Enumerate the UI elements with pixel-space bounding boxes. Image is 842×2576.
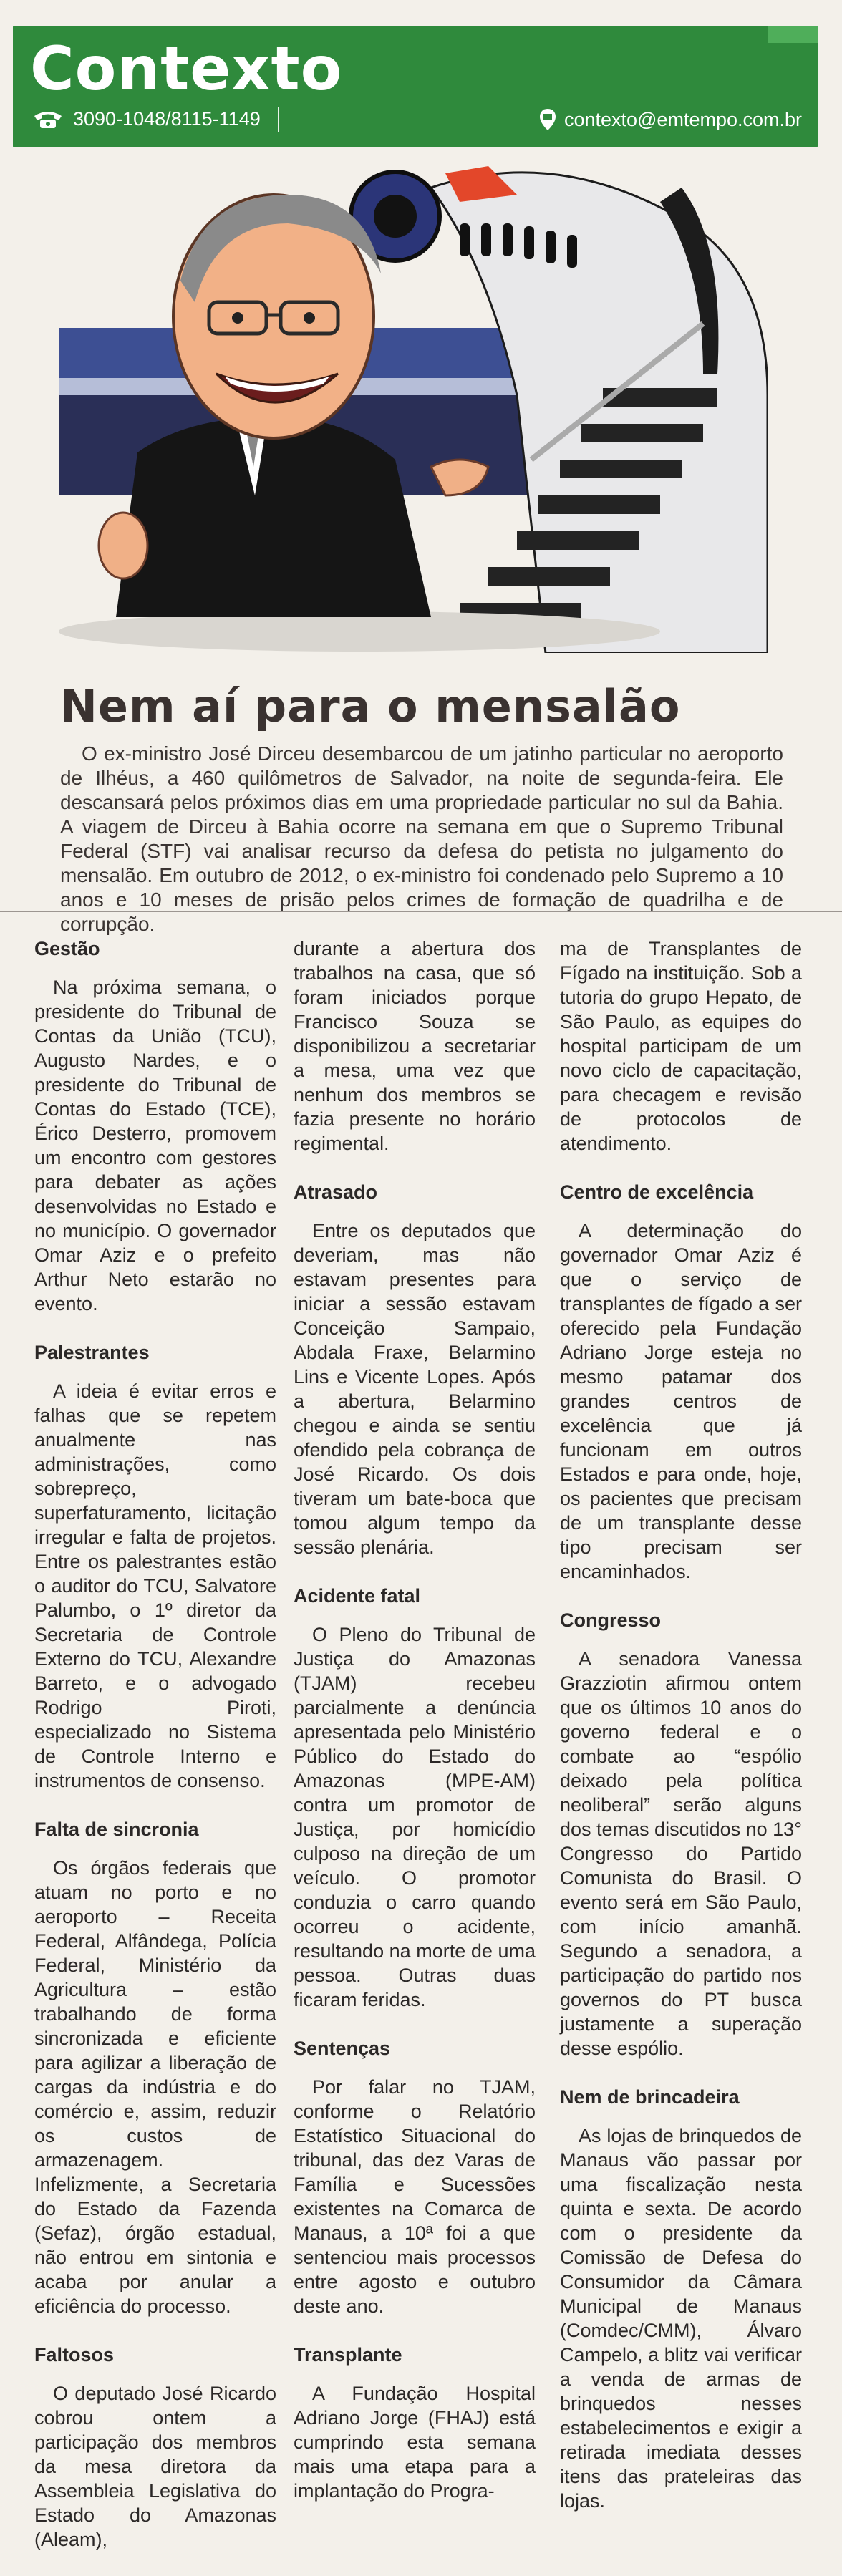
section-divider: [0, 911, 842, 912]
headline: Nem aí para o mensalão: [60, 680, 681, 732]
jet-engine-core: [374, 195, 417, 238]
paragraph-acidente-fatal: O Pleno do Tribunal de Justiça do Amazonas (TJAM) recebeu parcialmente a denúncia apresentada pelo Ministério Público do Estado do Amazonas (MPE-AM) contra um promotor de Justiça, por homicídio culposo na direção de um veículo. O promotor conduzia o carro quando ocorreu o acidente, resultando na morte de uma pessoa. Outras duas ficaram feridas.: [294, 1624, 536, 2010]
lead-paragraph: O ex-ministro José Dirceu desembarcou de um jatinho particular no aeroporto de Ilhéus, a 460 quilômetros de Salvador, na noite de segunda-feira. Ele descansará pelos próximos dias em uma propriedade particular no sul da Bahia. A viagem de Dirceu à Bahia ocorre na semana em que o Supremo Tribunal Federal (STF) vai analisar recurso da defesa do petista no julgamento do mensalão. Em outubro de 2012, o ex-ministro foi condenado pelo Supremo a 10 anos e 10 meses de prisão pelos crimes de formação de quadrilha e de corrupção.: [60, 742, 783, 935]
email-address: contexto@emtempo.com.br: [563, 108, 802, 130]
paragraph-centro-de-excelencia: A determinação do governador Omar Aziz é que o serviço de transplantes de fígado a ser oferecido pela Fundação Adriano Jorge esteja no mesmo patamar dos grandes centros de excelência que já funcionam em outros Estados e para onde, hoje, os pacientes que precisam de um transplante desse tipo precisam ser encaminhados.: [560, 1220, 802, 1582]
column-1: [34, 936, 276, 2576]
subhead-centro-de-excelencia: Centro de excelência: [560, 1181, 754, 1203]
subhead-nem-de-brincadeira: Nem de brincadeira: [560, 2086, 740, 2108]
paragraph-congresso: A senadora Vanessa Grazziotin afirmou ontem que os últimos 10 anos do governo federal e o combate ao “espólio deixado pela política neoliberal” serão alguns dos temas discutidos no 13° Congresso do Partido Comunista do Brasil. O evento será em São Paulo, com início amanhã. Segundo a senadora, a participação do partido nos governos do PT busca justamente a superação desse espólio.: [560, 1648, 802, 2059]
paragraph-gestao: Na próxima semana, o presidente do Tribunal de Contas da União (TCU), Augusto Nardes, e o presidente do Tribunal de Contas do Estado (TCE), Érico Desterro, promovem um encontro com gestores para debater as ações desenvolvidas no Estado e no município. O governador Omar Aziz e o prefeito Arthur Neto estarão no evento.: [34, 977, 276, 1314]
email-pin-icon: [538, 107, 557, 132]
paragraph-sentencas: Por falar no TJAM, conforme o Relatório Estatístico Situacional do tribunal, das dez Varas de Família e Sucessões existentes na Comarca de Manaus, a 10ª foi a que sentenciou mais processos entre agosto e outubro deste ano.: [294, 2076, 536, 2317]
column-3: [560, 936, 802, 2537]
paragraph-transplante-continued: ma de Transplantes de Fígado na instituição. Sob a tutoria do grupo Hepato, de São Paulo, as equipes do hospital participam de um novo ciclo de capacitação, para checagem e revisão de protocolos de atendimento.: [560, 938, 802, 1154]
header-divider: [278, 107, 279, 132]
subhead-palestrantes: Palestrantes: [34, 1342, 150, 1363]
paragraph-faltosos-continued: durante a abertura dos trabalhos na casa, que só foram iniciados porque Francisco Souza se disponibilizou a secretariar a mesa, uma vez que nenhum dos membros se fazia presente no horário regimental.: [294, 938, 536, 1154]
phone-contact: [32, 107, 261, 130]
left-hand: [99, 513, 147, 578]
subhead-faltosos: Faltosos: [34, 2344, 115, 2366]
telephone-icon: [32, 107, 64, 130]
email-contact: [538, 107, 802, 132]
paragraph-atrasado: Entre os deputados que deveriam, mas não estavam presentes para iniciar a sessão estavam Conceição Sampaio, Abdala Fraxe, Belarmino Lins e Vicente Lopes. Após a abertura, Belarmino chegou e ainda se sentiu ofendido pela cobrança de José Ricardo. Os dois tiveram um bate-boca que tomou algum tempo da sessão plenária.: [294, 1220, 536, 1558]
caricature-illustration: [59, 159, 768, 653]
subhead-acidente-fatal: Acidente fatal: [294, 1585, 421, 1607]
subhead-falta-de-sincronia: Falta de sincronia: [34, 1819, 199, 1840]
column-2: [294, 936, 536, 2527]
subhead-congresso: Congresso: [560, 1609, 662, 1631]
ground-shadow: [59, 611, 660, 652]
paragraph-transplante: A Fundação Hospital Adriano Jorge (FHAJ) está cumprindo esta semana mais uma etapa para a implantação do Progra-: [294, 2383, 536, 2502]
subhead-sentencas: Sentenças: [294, 2038, 391, 2059]
paragraph-palestrantes: A ideia é evitar erros e falhas que se repetem anualmente nas administrações, como sobrepreço, superfaturamento, licitação irregular e falta de projetos. Entre os palestrantes estão o auditor do TCU, Salvatore Palumbo, o 1º diretor da Secretaria de Controle Externo do TCU, Alexandre Barreto, e o advogado Rodrigo Piroti, especializado no Sistema de Controle Interno e instrumentos de consenso.: [34, 1380, 276, 1791]
section-header: [13, 26, 818, 147]
subhead-transplante: Transplante: [294, 2344, 402, 2366]
subhead-atrasado: Atrasado: [294, 1181, 378, 1203]
header-accent-tab: [768, 26, 818, 43]
section-title: Contexto: [30, 34, 343, 104]
subhead-gestao: Gestão: [34, 938, 100, 959]
paragraph-nem-de-brincadeira: As lojas de brinquedos de Manaus vão passar por uma fiscalização nesta quinta e sexta. De acordo com o presidente da Comissão de Defesa do Consumidor da Câmara Municipal de Manaus (Comdec/CMM), Álvaro Campelo, a blitz vai verificar a venda de armas de brinquedos nesses estabelecimentos e exigir a retirada imediata desses itens das prateleiras das lojas.: [560, 2125, 802, 2512]
paragraph-faltosos: O deputado José Ricardo cobrou ontem a participação dos membros da mesa diretora da Assembleia Legislativa do Estado do Amazonas (Aleam),: [34, 2383, 276, 2550]
paragraph-falta-de-sincronia: Os órgãos federais que atuam no porto e no aeroporto – Receita Federal, Alfândega, Polícia Federal, Ministério da Agricultura – estão trabalhando de forma sincronizada e eficiente para agilizar a liberação de cargas da indústria e do comércio e, assim, reduzir os custos de armazenagem. Infelizmente, a Secretaria do Estado da Fazenda (Sefaz), órgão estadual, não entrou em sintonia e acaba por anular a eficiência do processo.: [34, 1857, 276, 2317]
phone-number: 3090-1048/8115-1149: [73, 107, 261, 130]
